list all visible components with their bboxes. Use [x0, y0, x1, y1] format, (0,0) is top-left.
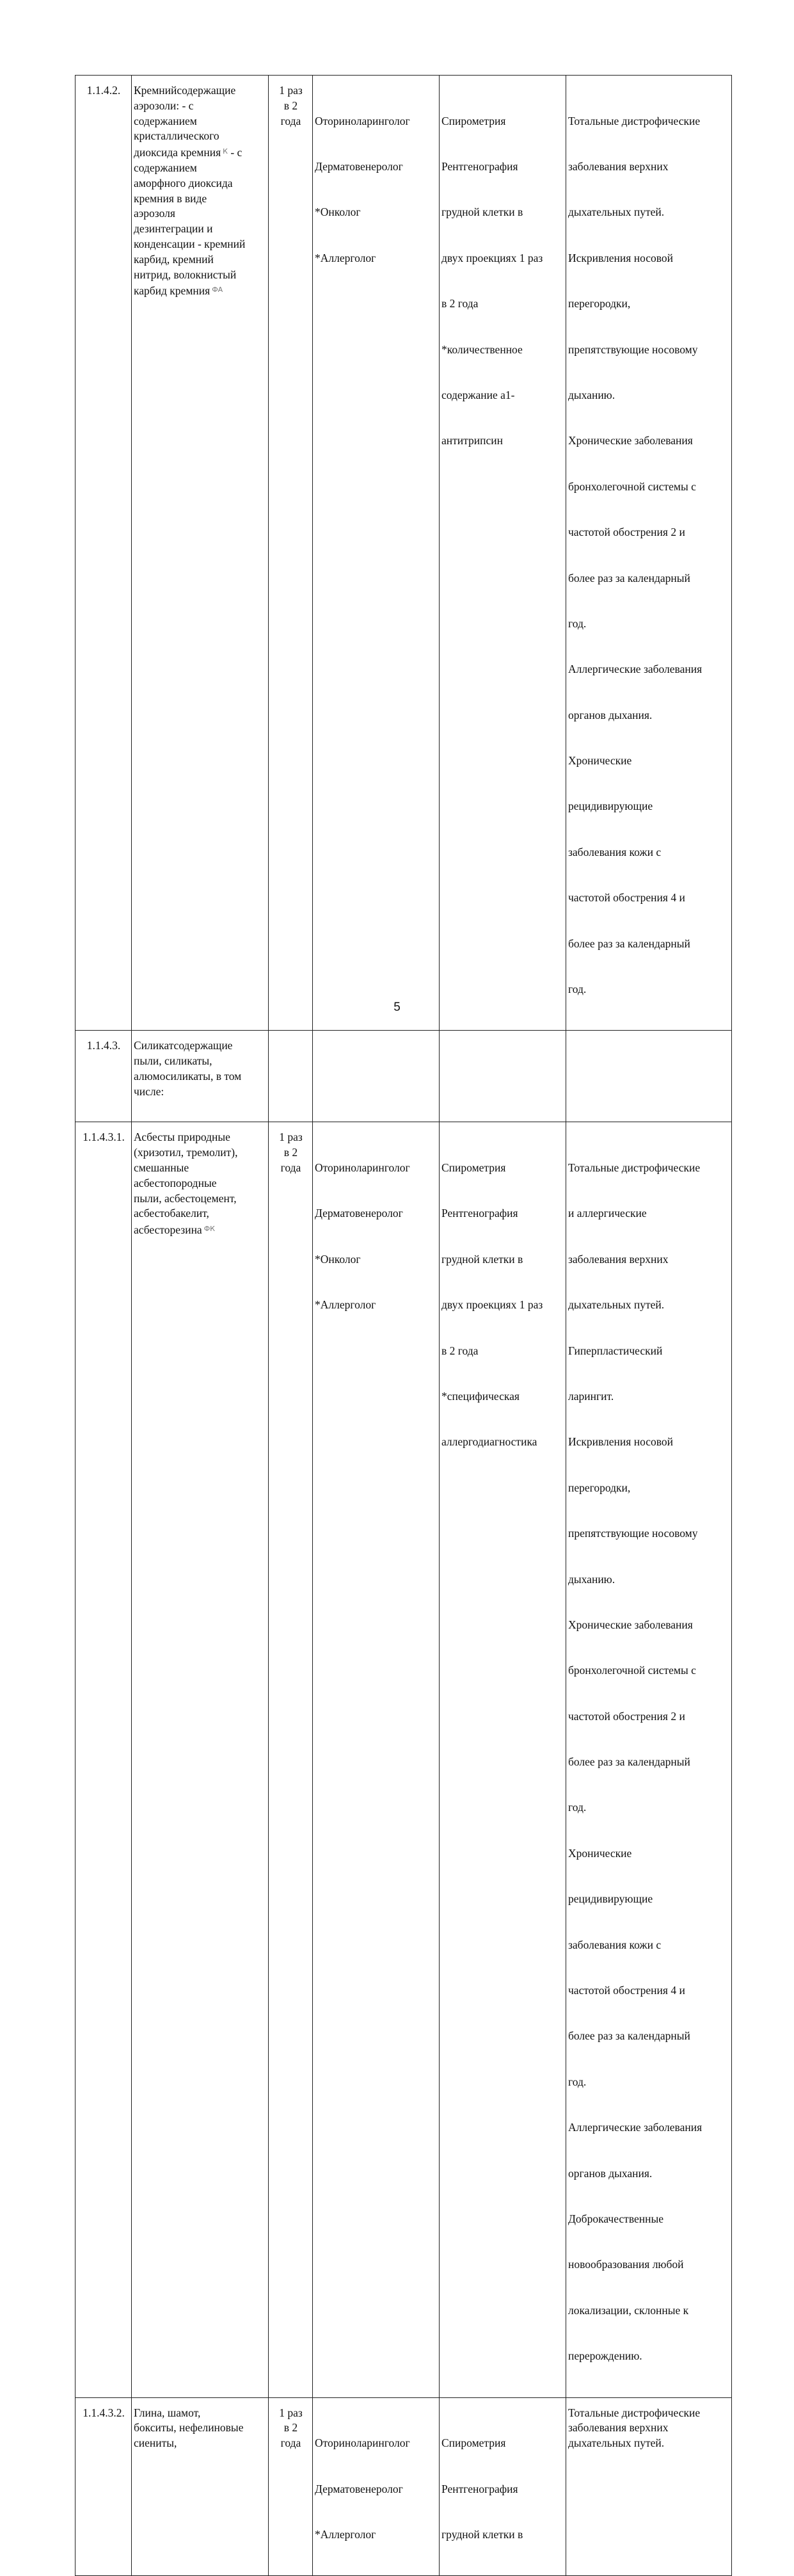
specialists-cell: Оториноларинголог Дерматовенеролог *Онколог *Аллерголог — [313, 1122, 440, 2397]
specialists-cell — [313, 1031, 440, 1122]
row-code: 1.1.4.3. — [75, 1031, 132, 1122]
investigations-cell: Спирометрия Рентгенография грудной клетки в двух проекциях 1 раз в 2 года *специфическая аллергодиагностика — [440, 1122, 566, 2397]
row-code: 1.1.4.3.2. — [75, 2397, 132, 2576]
frequency-cell: 1 раз в 2 года — [269, 76, 313, 1031]
contraindications-cell: Тотальные дистрофические заболевания верхних дыхательных путей. Искривления носовой перегородки, препятствующие носовому дыханию. Хронические заболевания бронхолегочной системы с частотой обострения 2 и более раз за календарный год. Аллергические заболевания органов дыхания. Хронические рецидивирующие заболевания кожи с частотой обострения 4 и более раз за календарный год. — [566, 76, 732, 1031]
row-code: 1.1.4.2. — [75, 76, 132, 1031]
table-row — [75, 76, 732, 1031]
row-code: 1.1.4.3.1. — [75, 1122, 132, 2397]
table-row — [75, 2397, 732, 2576]
page-number: 5 — [393, 1001, 401, 1014]
frequency-cell: 1 раз в 2 года — [269, 1122, 313, 2397]
specialists-cell: Оториноларинголог Дерматовенеролог *Аллерголог — [313, 2397, 440, 2576]
hazard-mark: ФА — [212, 286, 223, 294]
table-row — [75, 1031, 732, 1122]
contraindications-cell: Тотальные дистрофические и аллергические заболевания верхних дыхательных путей. Гиперпластический ларингит. Искривления носовой перегородки, препятствующие носовому дыханию. Хронические заболевания бронхолегочной системы с частотой обострения 2 и более раз за календарный год. Хронические рецидивирующие заболевания кожи с частотой обострения 4 и более раз за календарный год. Аллергические заболевания органов дыхания. Доброкачественные новообразования любой локализации, склонные к перерождению. — [566, 1122, 732, 2397]
substance-cell: Асбесты природные (хризотил, тремолит), смешанные асбестопородные пыли, асбестоцемент, асбестобакелит, асбесторезина $^{ФК}$ — [132, 1122, 269, 2397]
substance-cell: Глина, шамот, бокситы, нефелиновые сиениты, — [132, 2397, 269, 2576]
contraindications-cell: Тотальные дистрофические заболевания верхних дыхательных путей. — [566, 2397, 732, 2576]
frequency-cell: 1 раз в 2 года — [269, 2397, 313, 2576]
investigations-cell: Спирометрия Рентгенография грудной клетки в — [440, 2397, 566, 2576]
frequency-cell — [269, 1031, 313, 1122]
investigations-cell — [440, 1031, 566, 1122]
substance-cell: Кремнийсодержащие аэрозоли: - с содержанием кристаллического диоксида кремния $^К$ - с содержанием аморфного диоксида кремния в виде аэрозоля дезинтеграции и конденсации - кремний карбид, кремний нитрид, волокнистый карбид кремния $^{ФА}$ — [132, 76, 269, 1031]
medical-exam-table — [75, 75, 732, 2576]
investigations-cell: Спирометрия Рентгенография грудной клетки в двух проекциях 1 раз в 2 года *количественное содержание а1- антитрипсин — [440, 76, 566, 1031]
hazard-mark: ФК — [203, 1225, 215, 1234]
substance-cell: Силикатсодержащие пыли, силикаты, алюмосиликаты, в том числе: — [132, 1031, 269, 1122]
table-row — [75, 1122, 732, 2397]
hazard-mark: К — [223, 147, 228, 156]
specialists-cell: Оториноларинголог Дерматовенеролог *Онколог *Аллерголог — [313, 76, 440, 1031]
contraindications-cell — [566, 1031, 732, 1122]
